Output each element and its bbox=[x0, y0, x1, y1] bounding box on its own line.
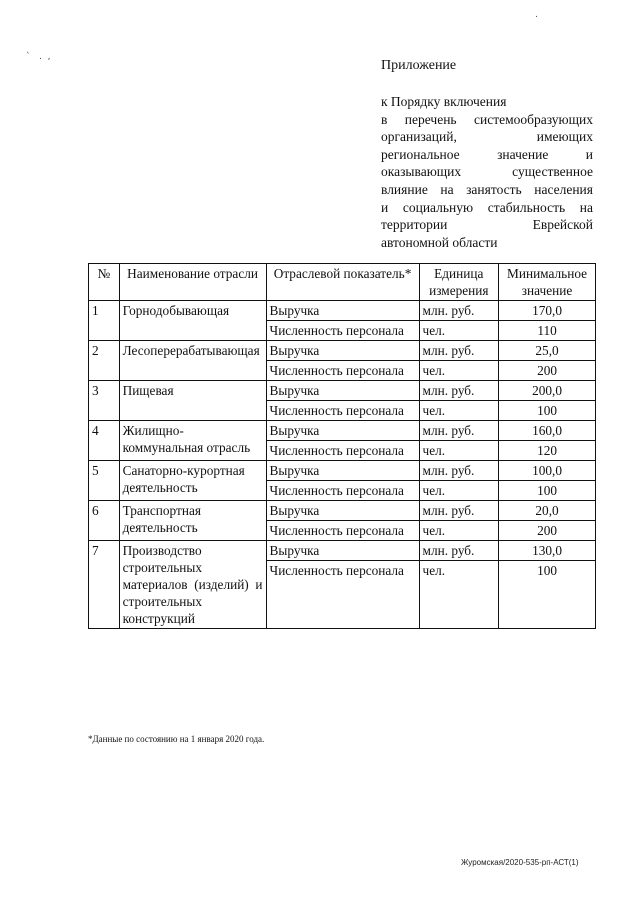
unit-revenue: млн. руб. bbox=[419, 501, 499, 521]
indicator-staff: Численность персонала bbox=[266, 521, 419, 541]
header-value: Минимальное значение bbox=[499, 264, 596, 301]
industry-name: Производство строительных материалов (изделий) и строительных конструкций bbox=[119, 541, 266, 629]
value-staff: 120 bbox=[499, 441, 596, 461]
header-name: Наименование отрасли bbox=[119, 264, 266, 301]
table-row bbox=[89, 421, 596, 441]
subtitle-line: территории Еврейской bbox=[381, 217, 593, 233]
value-staff: 100 bbox=[499, 401, 596, 421]
indicator-staff: Численность персонала bbox=[266, 481, 419, 501]
industry-name: Пищевая bbox=[119, 381, 266, 421]
scan-mark: ` . , bbox=[26, 52, 51, 62]
page-title: Приложение bbox=[381, 58, 457, 73]
row-number: 3 bbox=[89, 381, 120, 421]
value-staff: 200 bbox=[499, 361, 596, 381]
unit-revenue: млн. руб. bbox=[419, 461, 499, 481]
unit-revenue: млн. руб. bbox=[419, 541, 499, 561]
value-revenue: 170,0 bbox=[499, 301, 596, 321]
header-indicator: Отраслевой показатель* bbox=[266, 264, 419, 301]
subtitle-line: в перечень системообразующих bbox=[381, 111, 593, 127]
document-id: Журомская/2020-535-рп-АСТ(1) bbox=[461, 858, 579, 867]
unit-staff: чел. bbox=[419, 481, 499, 501]
unit-revenue: млн. руб. bbox=[419, 381, 499, 401]
indicator-staff: Численность персонала bbox=[266, 321, 419, 341]
unit-revenue: млн. руб. bbox=[419, 421, 499, 441]
indicator-revenue: Выручка bbox=[266, 541, 419, 561]
indicator-revenue: Выручка bbox=[266, 381, 419, 401]
table-row bbox=[89, 461, 596, 481]
header-no: № bbox=[89, 264, 120, 301]
unit-staff: чел. bbox=[419, 561, 499, 629]
value-revenue: 100,0 bbox=[499, 461, 596, 481]
value-revenue: 160,0 bbox=[499, 421, 596, 441]
value-revenue: 25,0 bbox=[499, 341, 596, 361]
row-number: 6 bbox=[89, 501, 120, 541]
indicator-staff: Численность персонала bbox=[266, 441, 419, 461]
industry-name: Транспортная деятельность bbox=[119, 501, 266, 541]
value-revenue: 200,0 bbox=[499, 381, 596, 401]
indicator-staff: Численность персонала bbox=[266, 361, 419, 381]
indicator-revenue: Выручка bbox=[266, 341, 419, 361]
row-number: 5 bbox=[89, 461, 120, 501]
header-unit: Единица измерения bbox=[419, 264, 499, 301]
subtitle bbox=[381, 93, 593, 251]
table-header-row bbox=[89, 264, 596, 301]
value-staff: 200 bbox=[499, 521, 596, 541]
industry-table bbox=[88, 263, 596, 629]
indicator-revenue: Выручка bbox=[266, 461, 419, 481]
row-number: 2 bbox=[89, 341, 120, 381]
value-staff: 110 bbox=[499, 321, 596, 341]
row-number: 1 bbox=[89, 301, 120, 341]
indicator-staff: Численность персонала bbox=[266, 401, 419, 421]
industry-name: Лесоперерабатывающая bbox=[119, 341, 266, 381]
subtitle-line: к Порядку включения bbox=[381, 94, 507, 109]
table-row bbox=[89, 541, 596, 561]
industry-name: Горнодобывающая bbox=[119, 301, 266, 341]
industry-name: Санаторно-курортная деятельность bbox=[119, 461, 266, 501]
indicator-revenue: Выручка bbox=[266, 501, 419, 521]
subtitle-line: влияние на занятость населения bbox=[381, 181, 593, 197]
table-row bbox=[89, 301, 596, 321]
value-revenue: 130,0 bbox=[499, 541, 596, 561]
footnote: *Данные по состоянию на 1 января 2020 года. bbox=[88, 734, 265, 744]
unit-revenue: млн. руб. bbox=[419, 341, 499, 361]
value-staff: 100 bbox=[499, 561, 596, 629]
row-number: 4 bbox=[89, 421, 120, 461]
subtitle-line: организаций, имеющих bbox=[381, 129, 593, 145]
subtitle-line: региональное значение и bbox=[381, 146, 593, 162]
table-row bbox=[89, 501, 596, 521]
subtitle-line: и социальную стабильность на bbox=[381, 199, 593, 215]
indicator-revenue: Выручка bbox=[266, 301, 419, 321]
table-row bbox=[89, 381, 596, 401]
unit-staff: чел. bbox=[419, 361, 499, 381]
subtitle-line: оказывающих существенное bbox=[381, 164, 593, 180]
scan-mark: . bbox=[535, 10, 538, 20]
row-number: 7 bbox=[89, 541, 120, 629]
unit-staff: чел. bbox=[419, 321, 499, 341]
subtitle-line: автономной области bbox=[381, 234, 498, 250]
indicator-staff: Численность персонала bbox=[266, 561, 419, 629]
unit-staff: чел. bbox=[419, 441, 499, 461]
unit-revenue: млн. руб. bbox=[419, 301, 499, 321]
table-row bbox=[89, 341, 596, 361]
value-staff: 100 bbox=[499, 481, 596, 501]
unit-staff: чел. bbox=[419, 401, 499, 421]
industry-name: Жилищно-коммунальная отрасль bbox=[119, 421, 266, 461]
unit-staff: чел. bbox=[419, 521, 499, 541]
value-revenue: 20,0 bbox=[499, 501, 596, 521]
indicator-revenue: Выручка bbox=[266, 421, 419, 441]
